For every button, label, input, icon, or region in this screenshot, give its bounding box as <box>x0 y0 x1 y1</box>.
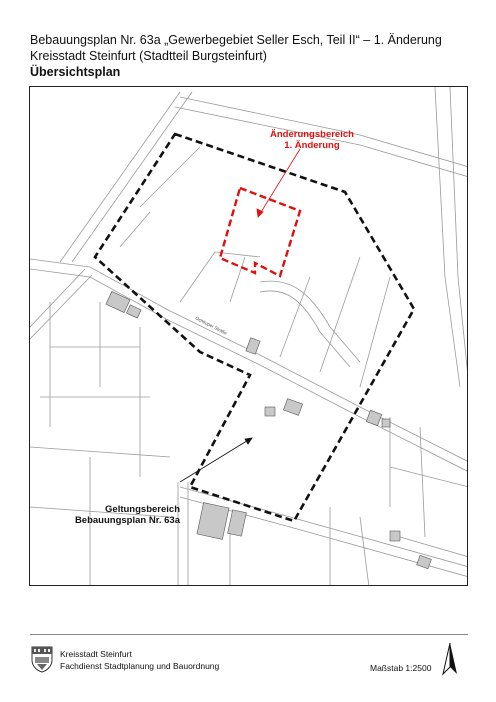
buildings <box>106 291 431 586</box>
footer-divider <box>30 634 468 635</box>
change-area-boundary <box>220 188 300 276</box>
change-area-label-line2: 1. Änderung <box>284 140 340 151</box>
scope-boundary <box>95 134 414 521</box>
plan-title: Bebauungsplan Nr. 63a „Gewerbegebiet Seller Esch, Teil II“ – 1. Änderung <box>30 33 442 47</box>
change-area-label <box>270 129 354 151</box>
city-crest-icon <box>31 645 53 673</box>
plan-type: Übersichtsplan <box>30 65 121 79</box>
street-name-label: Ochtruper Straße <box>194 315 228 336</box>
plan-location: Kreisstadt Steinfurt (Stadtteil Burgsteinfurt) <box>30 49 267 63</box>
title-block <box>30 32 470 80</box>
scope-label-line2: Bebauungsplan Nr. 63a <box>74 515 180 526</box>
change-area-label-line1: Änderungsbereich <box>270 129 354 140</box>
scale-label: Maßstab 1:2500 <box>370 663 432 673</box>
scope-label <box>48 504 180 526</box>
scope-label-line1: Geltungsbereich <box>105 504 180 515</box>
org-name: Kreisstadt Steinfurt <box>60 649 132 659</box>
org-department: Fachdienst Stadtplanung und Bauordnung <box>60 661 220 671</box>
north-arrow-icon <box>442 642 458 676</box>
org-info <box>60 648 219 672</box>
map-view <box>29 86 468 586</box>
